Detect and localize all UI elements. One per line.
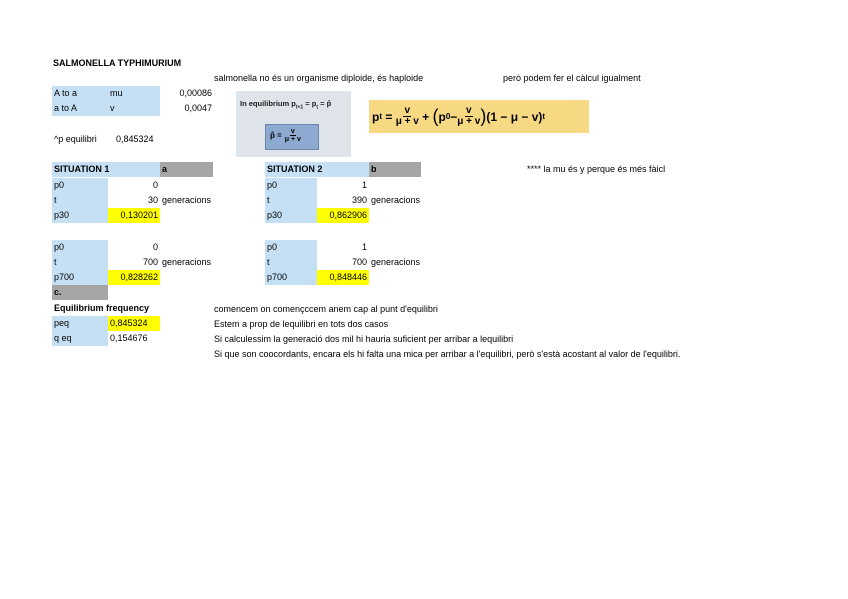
s2b-row-label[interactable]: p700 xyxy=(265,270,317,285)
situation2-tag[interactable]: b xyxy=(369,162,421,177)
s2-row-value[interactable]: 390 xyxy=(351,195,367,205)
eqfreq-row-label[interactable]: peq xyxy=(52,316,108,331)
s2-p700-value[interactable]: 0,848446 xyxy=(317,270,369,285)
phat-formula-box xyxy=(265,124,319,150)
pt-frac2-den: μ + v xyxy=(457,116,481,127)
equilibrium-equation-image xyxy=(236,91,351,157)
equilibrium-text: In equilibrium $p_{t+1} = p_t$ = p̂ xyxy=(240,99,332,111)
stars-note: **** la mu és y perque és més fàicl xyxy=(527,164,666,174)
s1-row-value[interactable]: 30 xyxy=(147,195,158,205)
note-haploid: salmonella no és un organisme diploide, és haploide xyxy=(214,73,424,83)
pt-frac1-num: v xyxy=(404,105,411,116)
s2-row-label[interactable]: t xyxy=(265,193,317,208)
note-calc: però podem fer el càlcul igualment xyxy=(503,73,641,83)
phat-denominator: μ + v xyxy=(284,136,301,143)
s2b-row-value[interactable]: 700 xyxy=(351,257,367,267)
s2-row-extra: generacions xyxy=(371,195,421,205)
param-label-a-to-A[interactable]: a to A xyxy=(52,101,108,116)
sheet-title: SALMONELLA TYPHIMURIUM xyxy=(53,58,182,68)
s1b-row-label[interactable]: p700 xyxy=(52,270,108,285)
pt-symbol: p xyxy=(372,109,380,124)
comment-line: Si calculessim la generació dos mil hi hauria suficient per arribar a lequilibri xyxy=(214,334,514,344)
situation1-tag[interactable]: a xyxy=(160,162,213,177)
s2-p30-value[interactable]: 0,862906 xyxy=(317,208,369,223)
s2b-row-extra: generacions xyxy=(371,257,421,267)
phat-numerator: v xyxy=(290,128,295,135)
comment-line: Si que son coocordants, encara els hi falta una mica per arribar a l'equilibri, però s'està acostant al valor de l'equilibri. xyxy=(214,349,681,359)
s1-row-value[interactable]: 0 xyxy=(152,180,158,190)
s1b-row-label[interactable]: t xyxy=(52,255,108,270)
s1-row-label[interactable]: p30 xyxy=(52,208,108,223)
s2-row-value[interactable]: 1 xyxy=(361,180,367,190)
phat-symbol: p̂ = xyxy=(270,131,282,140)
s2b-row-label[interactable]: t xyxy=(265,255,317,270)
s1-p30-value[interactable]: 0,130201 xyxy=(108,208,160,223)
comment-line: Estem a prop de lequilibri en tots dos casos xyxy=(214,319,389,329)
s2-row-label[interactable]: p30 xyxy=(265,208,317,223)
s1b-row-value[interactable]: 0 xyxy=(152,242,158,252)
eqfreq-row-label[interactable]: q eq xyxy=(52,331,108,346)
s1b-row-value[interactable]: 700 xyxy=(142,257,158,267)
s2-row-label[interactable]: p0 xyxy=(265,178,317,193)
s2b-row-value[interactable]: 1 xyxy=(361,242,367,252)
qeq-value[interactable]: 0,154676 xyxy=(110,333,148,343)
param-value-mu[interactable]: 0,00086 xyxy=(179,88,212,98)
situation1-title[interactable]: SITUATION 1 xyxy=(52,162,160,177)
s2b-row-label[interactable]: p0 xyxy=(265,240,317,255)
param-label-a-to-a[interactable]: A to a xyxy=(52,86,108,101)
pt-frac1-den: μ + v xyxy=(395,116,419,127)
c-label[interactable]: c. xyxy=(52,285,108,300)
pt-frac2-num: v xyxy=(466,105,472,116)
peq-value[interactable]: 0,845324 xyxy=(108,316,160,331)
param-sym-mu[interactable]: mu xyxy=(108,86,160,101)
situation2-title[interactable]: SITUATION 2 xyxy=(265,162,369,177)
comment-line: comencem on començccem anem cap al punt d'equilibri xyxy=(214,304,438,314)
s1-row-label[interactable]: t xyxy=(52,193,108,208)
equil-value[interactable]: 0,845324 xyxy=(116,134,154,144)
param-sym-v[interactable]: v xyxy=(108,101,160,116)
param-value-v[interactable]: 0,0047 xyxy=(184,103,212,113)
s1b-row-extra: generacions xyxy=(162,257,212,267)
pt-equation-image: p t = $\frac{v}{\mu + v}$ + ( p 0 − $\frac{v}{\mu + v}$ ) (1 − μ − v) t xyxy=(369,100,589,133)
s1-row-label[interactable]: p0 xyxy=(52,178,108,193)
eqfreq-title[interactable]: Equilibrium frequency xyxy=(54,303,150,313)
s1b-row-label[interactable]: p0 xyxy=(52,240,108,255)
pt-tail: (1 − μ − v) xyxy=(486,109,543,124)
equil-label[interactable]: ^p equilibri xyxy=(54,134,97,144)
s1-p700-value[interactable]: 0,828262 xyxy=(108,270,160,285)
s1-row-extra: generacions xyxy=(162,195,212,205)
